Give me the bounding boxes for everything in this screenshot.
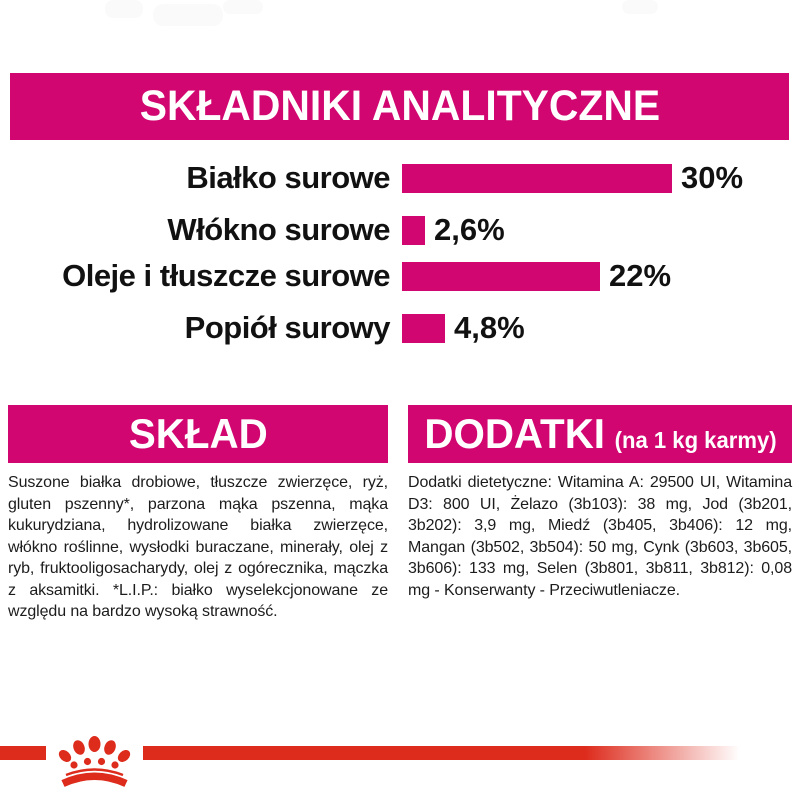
bar-value: 22% [609, 258, 672, 293]
sklad-title: SKŁAD [128, 410, 268, 457]
bar-value: 30% [681, 160, 744, 195]
bar [402, 164, 672, 193]
red-stripe-right [143, 746, 740, 760]
bar-value: 2,6% [434, 212, 505, 247]
bar-row [0, 258, 672, 293]
bar-row [0, 310, 525, 345]
bar [402, 262, 600, 291]
bar-label: Oleje i tłuszcze surowe [62, 258, 390, 293]
banner-title: SKŁADNIKI ANALITYCZNE [139, 82, 660, 130]
nutrition-bar-chart [0, 0, 799, 360]
dodatki-subtitle: (na 1 kg karmy) [614, 427, 777, 453]
bar-row [0, 212, 505, 247]
sklad-header [8, 405, 388, 463]
dodatki-paragraph: Dodatki dietetyczne: Witamina A: 29500 UI, Witamina D3: 800 UI, Żelazo (3b103): 38 mg, Jod (3b201, 3b202): 3,9 mg, Miedź (3b405, 3b406): 12 mg, Mangan (3b502, 3b504): 50 mg, Cynk (3b603, 3b605, 3b606): 133 mg, Selen (3b801, 3b811, 3b812): 0,08 mg - Konserwanty - Przeciwutleniacze. [408, 474, 792, 599]
sklad-paragraph: Suszone białka drobiowe, tłuszcze zwierzęce, ryż, gluten pszenny*, parzona mąka pszenna, mąka kukurydziana, hydrolizowane białka zwierzęce, włókno roślinne, wysłodki buraczane, minerały, olej z ryb, fruktooligosacharydy, olej z ogórecznika, mączka z aksamitki. *L.I.P.: białko wyselekcjonowane ze względu na bardzo wysoką strawność. [8, 474, 388, 620]
bar-label: Popiół surowy [184, 310, 390, 345]
sklad-text [8, 472, 388, 623]
bar [402, 314, 445, 343]
bar-value: 4,8% [454, 310, 525, 345]
dodatki-title: DODATKI [423, 410, 605, 457]
bar [402, 216, 425, 245]
bar-label: Włókno surowe [167, 212, 390, 247]
dodatki-text [408, 472, 792, 601]
bar-row [0, 160, 744, 195]
dodatki-header [408, 405, 792, 463]
bar-label: Białko surowe [186, 160, 390, 195]
royal-canin-crown-icon [51, 735, 138, 788]
red-stripe-left [0, 746, 46, 760]
